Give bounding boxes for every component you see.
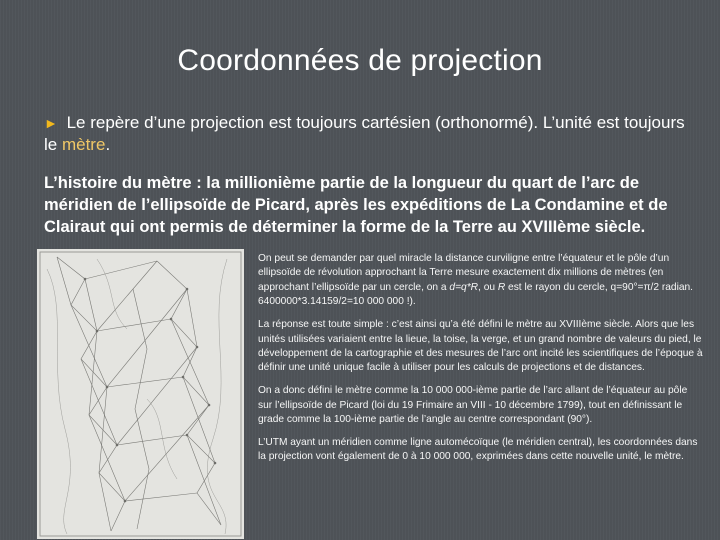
- note-p1-formula: d=q*R: [449, 281, 479, 293]
- note-p1-part-a: On peut se demander par quel miracle la distance curviligne entre l’équateur et le pôle d’un ellipsoïde de révolution approchant la Terre mesure exactement dix millions de mètres (en approchant l’ellipsoïde par un cercle, on a: [258, 253, 670, 293]
- triangulation-map-drawing: [37, 249, 244, 539]
- explanatory-notes: [258, 252, 704, 473]
- main-paragraph: L’histoire du mètre : la millionième partie de la longueur du quart de l’arc de méridien de l’ellipsoïde de Picard, après les expéditions de La Condamine et de Clairaut qui ont permis de déterminer la forme de la Terre au XVIIIème siècle.: [44, 174, 668, 236]
- bullet-text-after: .: [105, 135, 111, 154]
- bullet-arrow-icon: ►: [44, 115, 58, 131]
- slide-title: Coordonnées de projection: [177, 44, 543, 77]
- bullet-text-before: Le repère d’une projection est toujours cartésien (orthonormé). L’unité est toujours le: [44, 113, 685, 154]
- note-paragraph-2: La réponse est toute simple : c’est ainsi qu’a été défini le mètre au XVIIIème siècle. Alors que les unités utilisées variaient entre la lieue, la toise, la verge, et un grand nombre de valeurs du pied, le développement de la cartographie et des mesures de l’arc ont incité les scientifiques de l’époque à définir une unité unique facile à utiliser pour les calculs de projections et de distances.: [258, 319, 703, 374]
- note-p1-part-c: , ou: [478, 281, 498, 293]
- triangulation-map-image: [37, 249, 244, 539]
- note-p1-radius: R: [497, 281, 506, 293]
- note-paragraph-3: On a donc défini le mètre comme la 10 000 000-ième partie de l’arc allant de l’équateur au pôle sur l’ellipsoïde de Picard (loi du 19 Frimaire an VIII - 10 décembre 1799), tout en définissant le grade comme la 100-ième partie de l’angle au centre correspondant (90°).: [258, 385, 688, 426]
- bullet-highlight-metre: mètre: [61, 135, 106, 154]
- note-paragraph-1: [258, 252, 704, 310]
- note-p1-part-e: est le rayon du cercle, q=90°=π/2 radian. 6400000*3.14159/2=10 000 000 !).: [258, 281, 694, 308]
- note-paragraph-4: L’UTM ayant un méridien comme ligne automécoïque (le méridien central), les coordonnées dans la projection vont également de 0 à 10 000 000, exprimées dans cette nouvelle unité, le mètre.: [258, 436, 698, 463]
- bullet-point: [44, 112, 694, 156]
